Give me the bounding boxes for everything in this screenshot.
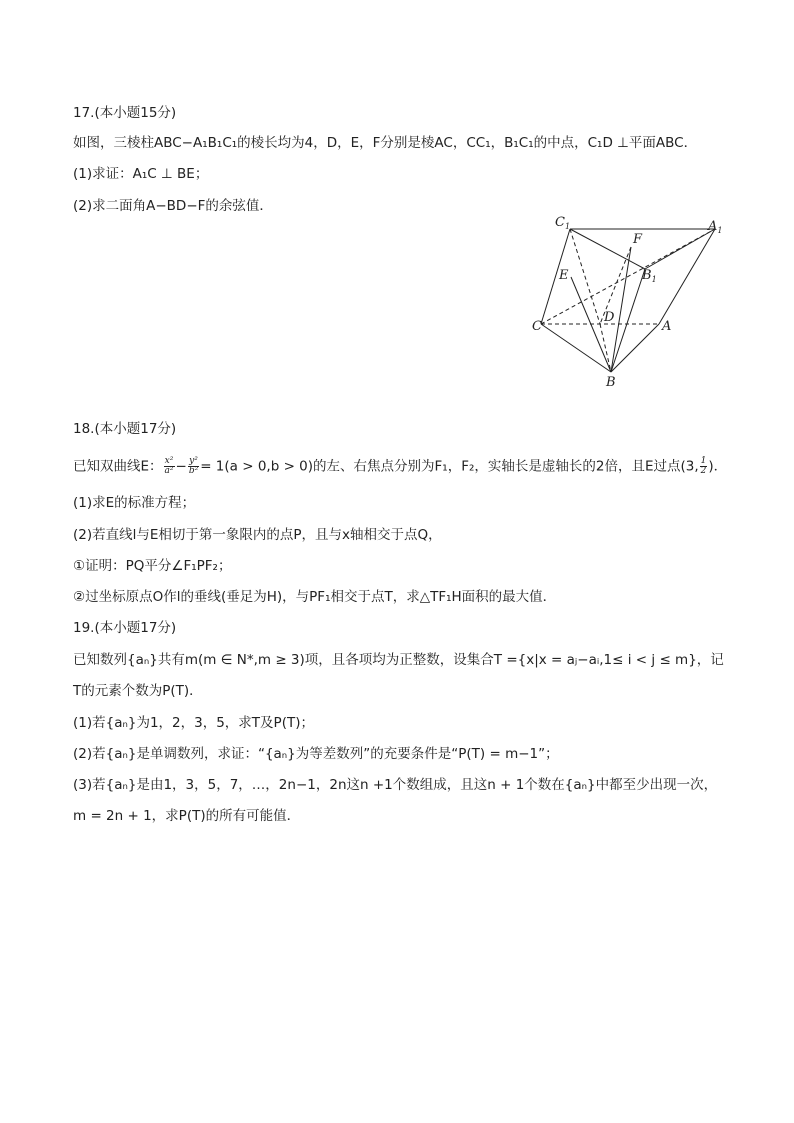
label-b1: $B_1$	[642, 268, 657, 284]
q19-stem-line2: T的元素个数为P(T)．	[73, 683, 203, 699]
q17-part1: (1)求证：A₁C ⊥ BE；	[73, 166, 209, 182]
label-a: A	[662, 319, 672, 334]
minus-sign: −	[175, 458, 187, 475]
label-d: D	[604, 310, 615, 325]
q18-part2b: ②过坐标原点O作l的垂线(垂足为H)，与PF₁相交于点T，求△TF₁H面积的最大值．	[73, 589, 557, 605]
q18-stem-post: = 1(a > 0,b > 0)的左、右焦点分别为F₁，F₂，实轴长是虚轴长的2倍，且E过点(3,	[200, 458, 699, 475]
q17-part2: (2)求二面角A−BD−F的余弦值．	[73, 198, 273, 214]
q18-stem	[73, 457, 727, 476]
q18-header: 18.(本小题17分)	[73, 421, 177, 437]
q19-part3-line1: (3)若{aₙ}是由1，3，5，7，…，2n−1，2n这n +1个数组成，且这n + 1个数在{aₙ}中都至少出现一次，	[73, 777, 718, 793]
q18-stem-pre: 已知双曲线E：	[73, 458, 163, 475]
prism-diagram	[525, 212, 735, 392]
label-a1: $A_1$	[708, 219, 723, 235]
q18-part1: (1)求E的标准方程；	[73, 495, 196, 511]
q19-part3-line2: m = 2n + 1，求P(T)的所有可能值．	[73, 808, 301, 824]
label-c: C	[532, 319, 542, 334]
q19-part1: (1)若{aₙ}为1，2，3，5，求T及P(T)；	[73, 715, 314, 731]
q18-part2a: ①证明：PQ平分∠F₁PF₂；	[73, 558, 232, 574]
label-b: B	[606, 375, 616, 390]
label-f: F	[633, 232, 643, 247]
q18-stem-end: )．	[708, 458, 728, 475]
q19-part2: (2)若{aₙ}是单调数列，求证：“{aₙ}为等差数列”的充要条件是“P(T) = m−1”；	[73, 746, 559, 762]
fraction-y2-b2: $\frac{\text{y²}}{\text{b²}}$	[188, 456, 199, 476]
fraction-x2-a2: $\frac{\text{x²}}{\text{a²}}$	[164, 456, 174, 476]
prism-figure	[525, 212, 735, 392]
q17-header: 17.(本小题15分)	[73, 105, 177, 121]
label-e: E	[559, 268, 569, 283]
label-c1: $C_1$	[555, 215, 571, 231]
q17-stem: 如图，三棱柱ABC−A₁B₁C₁的棱长均为4，D，E，F分别是棱AC，CC₁，B₁C₁的中点，C₁D ⊥平面ABC．	[73, 135, 698, 151]
q19-stem-line1: 已知数列{aₙ}共有m(m ∈ N*,m ≥ 3)项，且各项均为正整数，设集合T ={x|x = aⱼ−aᵢ,1≤ i < j ≤ m}，记	[73, 652, 724, 668]
q19-header: 19.(本小题17分)	[73, 620, 177, 636]
q18-part2: (2)若直线l与E相切于第一象限内的点P，且与x轴相交于点Q，	[73, 527, 442, 543]
fraction-one-half: $\frac{1}{2}$	[700, 456, 707, 476]
